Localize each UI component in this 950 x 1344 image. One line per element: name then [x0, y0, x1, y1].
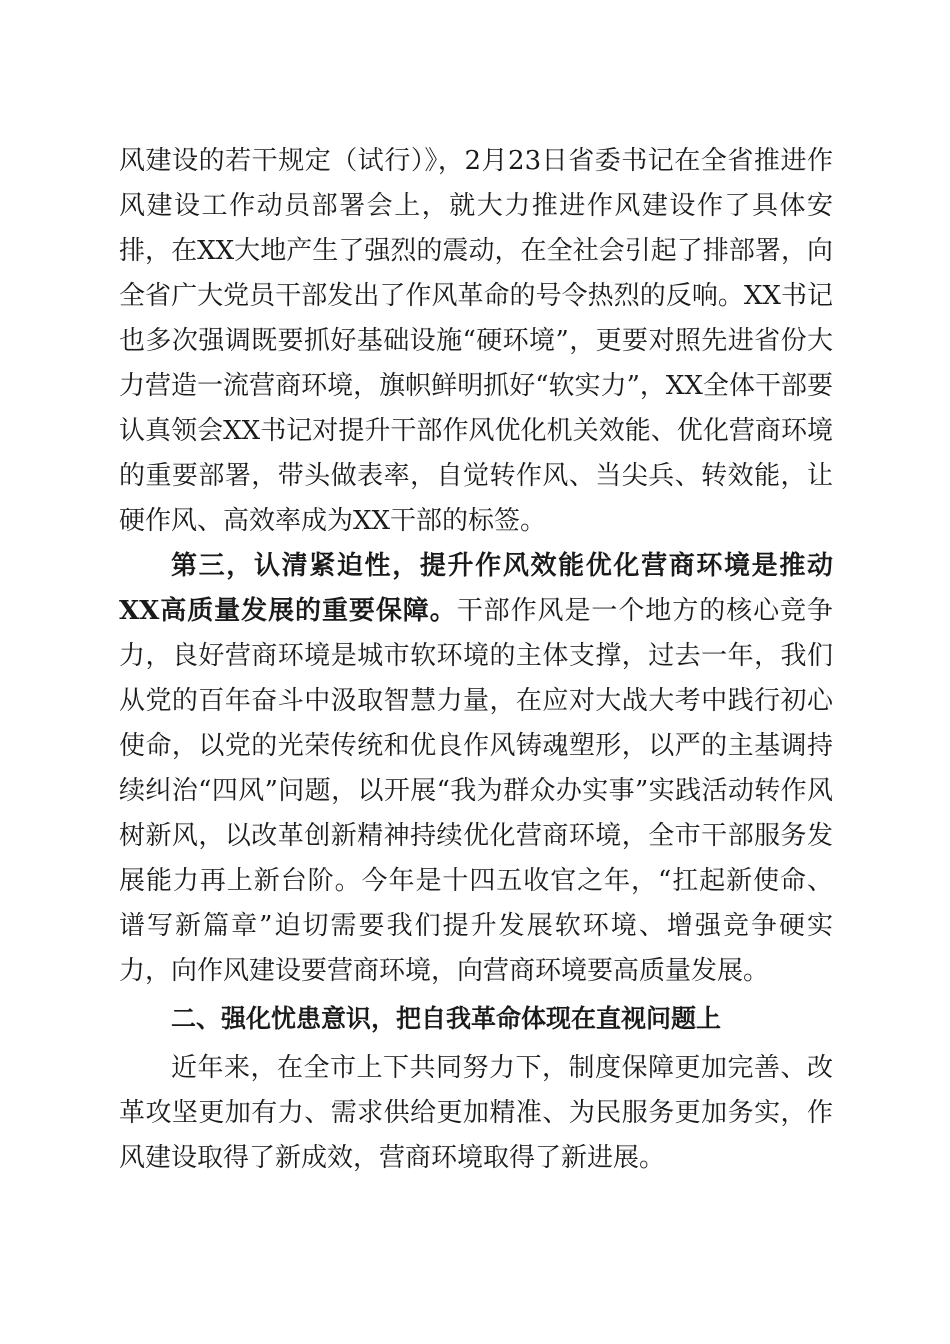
document-body [119, 139, 833, 1181]
paragraph-section-intro: 近年来，在全市上下共同努力下，制度保障更加完善、改革攻坚更加有力、需求供给更加精准、为民服务更加务实，作风建设取得了新成效，营商环境取得了新进展。 [119, 1053, 833, 1173]
paragraph-continuation: 风建设的若干规定（试行）》，2月23日省委书记在全省推进作风建设工作动员部署会上，就大力推进作风建设作了具体安排，在XX大地产生了强烈的震动，在全社会引起了排部署，向全省广大党员干部发出了作风革命的号令热烈的反响。XX书记也多次强调既要抓好基础设施“硬环境”，更要对照先进省份大力营造一流营商环境，旗帜鲜明抓好“软实力”，XX全体干部要认真领会XX书记对提升干部作风优化机关效能、优化营商环境的重要部署，带头做表率，自觉转作风、当尖兵、转效能，让硬作风、高效率成为XX干部的标签。 [119, 146, 833, 536]
paragraph-body-text: 干部作风是一个地方的核心竞争力，良好营商环境是城市软环境的主体支撑，过去一年，我们从党的百年奋斗中汲取智慧力量，在应对大战大考中践行初心使命，以党的光荣传统和优良作风铸魂塑形，以严的主基调持续纠治“四风”问题，以开展“我为群众办实事”实践活动转作风树新风，以改革创新精神持续优化营商环境，全市干部服务发展能力再上新台阶。今年是十四五收官之年，“扛起新使命、谱写新篇章”迫切需要我们提升发展软环境、增强竞争硬实力，向作风建设要营商环境，向营商环境要高质量发展。 [119, 596, 833, 986]
paragraph-lead-sentence: 第三，认清紧迫性，提升作风效能优化营商环境是推动XX高质量发展的重要保障。 [119, 551, 833, 626]
paragraph-third-point [119, 544, 833, 994]
section-heading: 二、强化忧患意识，把自我革命体现在直视问题上 [171, 1004, 722, 1033]
